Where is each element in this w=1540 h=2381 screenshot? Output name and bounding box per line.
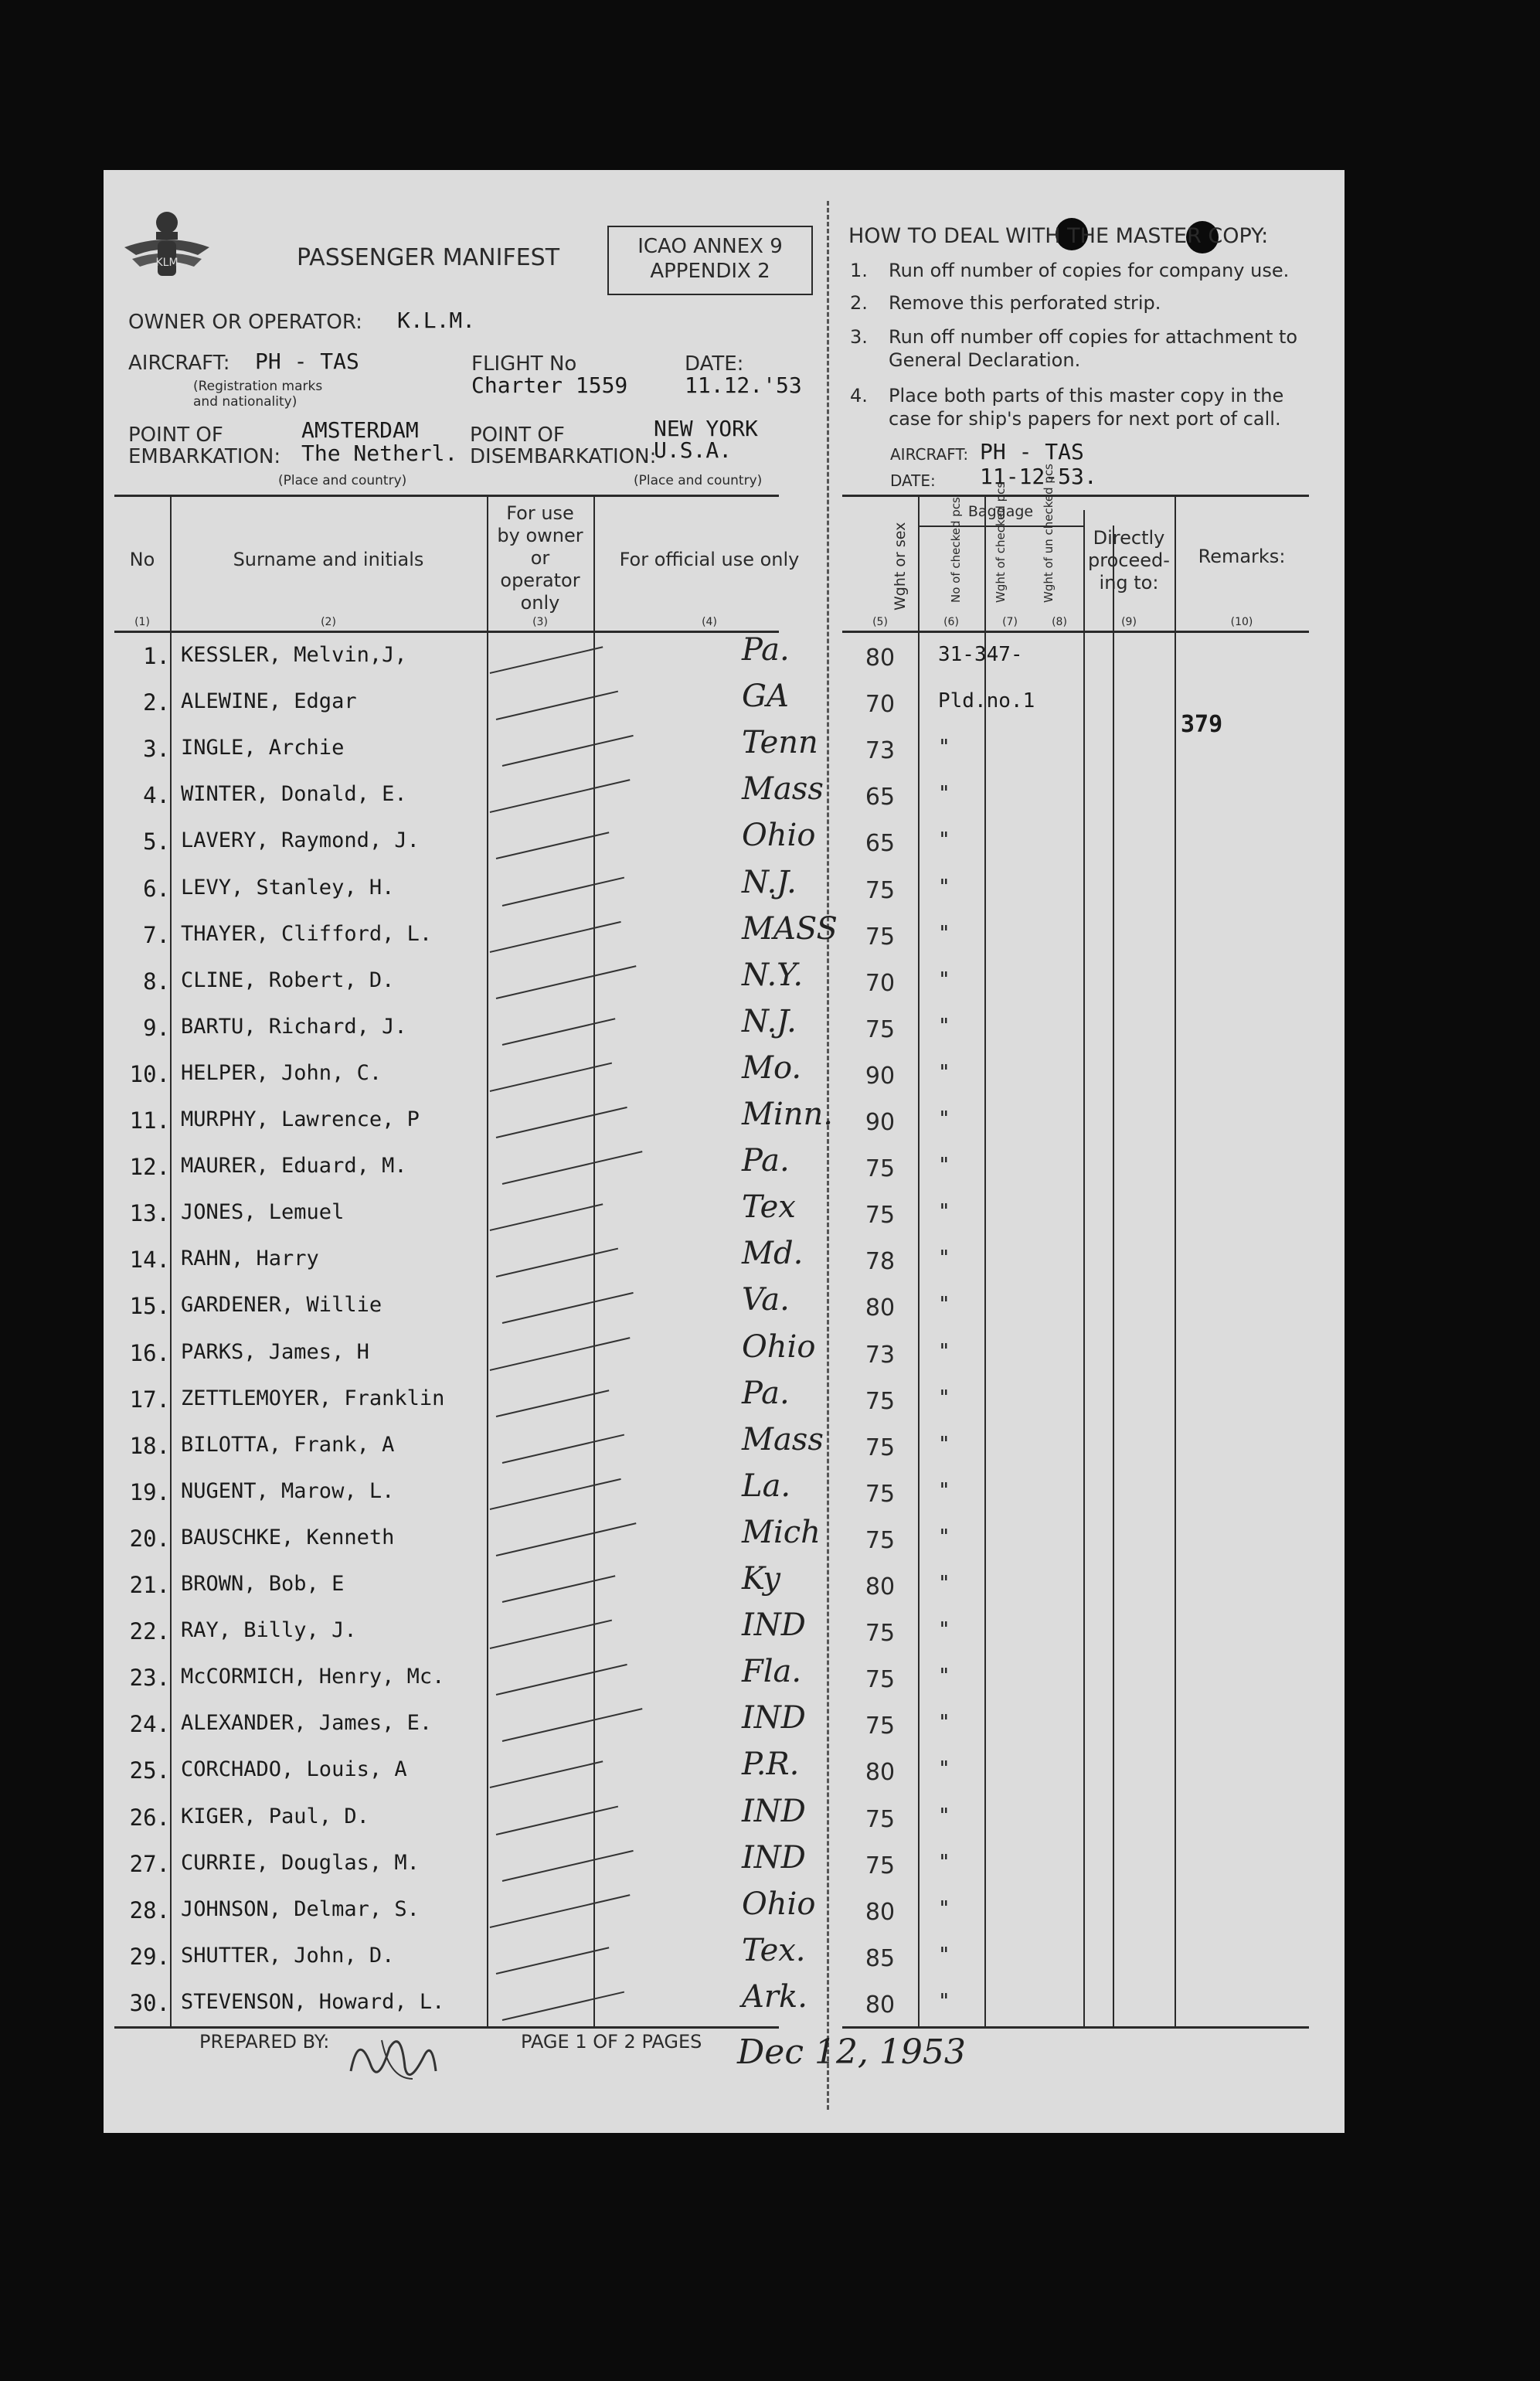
col-index: (2) bbox=[321, 616, 336, 628]
passenger-number: 2. bbox=[143, 689, 170, 716]
check-slash-mark bbox=[502, 1992, 624, 2021]
embark-country: The Netherl. bbox=[301, 440, 458, 466]
passenger-state: Ohio bbox=[742, 1886, 816, 1922]
check-slash-mark bbox=[490, 779, 631, 813]
passenger-name: ZETTLEMOYER, Franklin bbox=[181, 1386, 445, 1410]
passenger-name: BAUSCHKE, Kenneth bbox=[181, 1526, 395, 1549]
passenger-name: PARKS, James, H bbox=[181, 1340, 369, 1364]
column-divider bbox=[1083, 510, 1085, 2026]
passenger-name: BARTU, Richard, J. bbox=[181, 1015, 407, 1039]
instruction-text: Run off number off copies for attachment to bbox=[889, 326, 1298, 348]
passenger-weight: 70 bbox=[865, 970, 896, 997]
passenger-state: Tenn bbox=[742, 725, 818, 760]
column-divider bbox=[170, 495, 172, 2026]
baggage-entry: " bbox=[938, 1107, 950, 1131]
passenger-state: IND bbox=[742, 1840, 806, 1876]
passenger-number: 6. bbox=[143, 876, 170, 902]
passenger-weight: 90 bbox=[865, 1109, 896, 1136]
passenger-number: 23. bbox=[129, 1665, 170, 1691]
passenger-weight: 80 bbox=[865, 645, 896, 672]
col-direct-header: Directly bbox=[1093, 527, 1165, 549]
check-slash-mark bbox=[496, 1389, 610, 1417]
baggage-entry: " bbox=[938, 1015, 950, 1038]
check-slash-mark bbox=[496, 1248, 618, 1277]
remark-number: 379 bbox=[1181, 711, 1223, 738]
check-slash-mark bbox=[502, 1708, 643, 1742]
col-index: (3) bbox=[532, 616, 548, 628]
passenger-weight: 75 bbox=[865, 1155, 896, 1182]
passenger-weight: 75 bbox=[865, 1806, 896, 1833]
baggage-entry: " bbox=[938, 1757, 950, 1781]
passenger-weight: 75 bbox=[865, 1666, 896, 1693]
table-bottom-rule bbox=[842, 2026, 1309, 2029]
owner-value: K.L.M. bbox=[397, 308, 476, 333]
col-index: (5) bbox=[872, 616, 888, 628]
passenger-weight: 75 bbox=[865, 1620, 896, 1647]
instruction-number: 2. bbox=[850, 292, 868, 314]
instructions-date-value: 11-12-53. bbox=[980, 464, 1097, 489]
passenger-weight: 70 bbox=[865, 691, 896, 718]
owner-label: OWNER OR OPERATOR: bbox=[128, 311, 362, 334]
passenger-weight: 73 bbox=[865, 1342, 896, 1369]
check-slash-mark bbox=[496, 1522, 637, 1556]
check-slash-mark bbox=[502, 1434, 624, 1464]
col-baggage-header: Baggage bbox=[967, 503, 1034, 520]
baggage-entry: " bbox=[938, 1944, 950, 1967]
passenger-weight: 80 bbox=[865, 1294, 896, 1321]
passenger-number: 19. bbox=[129, 1479, 170, 1505]
passenger-name: LEVY, Stanley, H. bbox=[181, 876, 395, 900]
passenger-name: STEVENSON, Howard, L. bbox=[181, 1990, 445, 2014]
passenger-number: 9. bbox=[143, 1015, 170, 1041]
passenger-name: KIGER, Paul, D. bbox=[181, 1804, 369, 1828]
col-direct-header: ing to: bbox=[1099, 572, 1159, 594]
baggage-entry: " bbox=[938, 876, 950, 899]
passenger-number: 8. bbox=[143, 968, 170, 995]
passenger-name: MURPHY, Lawrence, P bbox=[181, 1107, 420, 1131]
baggage-entry: " bbox=[938, 1990, 950, 2013]
instruction-text: case for ship's papers for next port of call. bbox=[889, 408, 1281, 430]
passenger-name: NUGENT, Marow, L. bbox=[181, 1479, 395, 1503]
passenger-weight: 75 bbox=[865, 1388, 896, 1415]
disembark-city: NEW YORK bbox=[654, 416, 758, 441]
col-owner-header: only bbox=[520, 592, 560, 614]
col-owner-header: or bbox=[530, 547, 550, 569]
passenger-state: IND bbox=[742, 1794, 806, 1829]
passenger-state: MASS bbox=[742, 911, 838, 947]
passenger-state: Tex bbox=[742, 1189, 796, 1225]
passenger-weight: 90 bbox=[865, 1063, 896, 1090]
place-note: (Place and country) bbox=[634, 473, 763, 488]
passenger-number: 3. bbox=[143, 736, 170, 762]
instruction-number: 3. bbox=[850, 326, 868, 348]
passenger-state: IND bbox=[742, 1700, 806, 1736]
passenger-state: Pa. bbox=[742, 632, 790, 668]
passenger-weight: 78 bbox=[865, 1248, 896, 1275]
check-slash-mark bbox=[502, 877, 624, 906]
instructions-date-label: DATE: bbox=[890, 471, 936, 490]
passenger-number: 10. bbox=[129, 1061, 170, 1087]
passenger-number: 26. bbox=[129, 1804, 170, 1831]
passenger-state: GA bbox=[742, 679, 789, 714]
col-index: (10) bbox=[1230, 616, 1253, 628]
baggage-entry: " bbox=[938, 1247, 950, 1270]
handwritten-date: Dec 12, 1953 bbox=[737, 2032, 966, 2072]
col-index: (1) bbox=[134, 616, 150, 628]
passenger-name: LAVERY, Raymond, J. bbox=[181, 828, 420, 852]
baggage-entry: " bbox=[938, 922, 950, 945]
passenger-number: 22. bbox=[129, 1618, 170, 1645]
passenger-state: Pa. bbox=[742, 1143, 790, 1179]
check-slash-mark bbox=[496, 965, 637, 999]
passenger-state: Mass bbox=[742, 1422, 824, 1458]
instruction-text: Run off number of copies for company use. bbox=[889, 260, 1290, 281]
passenger-name: SHUTTER, John, D. bbox=[181, 1944, 395, 1968]
passenger-state: Fla. bbox=[742, 1654, 802, 1689]
check-slash-mark bbox=[502, 1292, 634, 1324]
baggage-entry: " bbox=[938, 1293, 950, 1316]
check-slash-mark bbox=[490, 1337, 631, 1371]
passenger-number: 14. bbox=[129, 1247, 170, 1273]
check-slash-mark bbox=[490, 646, 603, 674]
passenger-weight: 80 bbox=[865, 1992, 896, 2019]
passenger-number: 7. bbox=[143, 922, 170, 948]
klm-crown-logo-icon bbox=[121, 201, 213, 286]
passenger-weight: 75 bbox=[865, 1713, 896, 1740]
passenger-state: Pa. bbox=[742, 1376, 790, 1411]
passenger-weight: 80 bbox=[865, 1899, 896, 1926]
passenger-weight: 75 bbox=[865, 1527, 896, 1554]
col-owner-header: by owner bbox=[497, 525, 583, 546]
passenger-state: Mo. bbox=[742, 1050, 802, 1086]
header-bottom-rule bbox=[114, 631, 779, 633]
passenger-number: 15. bbox=[129, 1293, 170, 1319]
passenger-weight: 65 bbox=[865, 784, 896, 811]
passenger-state: N.Y. bbox=[742, 958, 804, 993]
baggage-entry: " bbox=[938, 828, 950, 852]
passenger-name: JONES, Lemuel bbox=[181, 1200, 345, 1224]
date-value: 11.12.'53 bbox=[685, 372, 802, 398]
passenger-state: IND bbox=[742, 1607, 806, 1643]
disembark-label: POINT OF bbox=[470, 423, 565, 447]
check-slash-mark bbox=[496, 1806, 618, 1835]
passenger-number: 25. bbox=[129, 1757, 170, 1784]
svg-text:KLM: KLM bbox=[155, 257, 178, 269]
passenger-number: 21. bbox=[129, 1572, 170, 1598]
col-index: (4) bbox=[702, 616, 717, 628]
place-note: (Place and country) bbox=[278, 473, 407, 488]
passenger-name: GARDENER, Willie bbox=[181, 1293, 382, 1317]
baggage-entry: " bbox=[938, 1572, 950, 1595]
date-label: DATE: bbox=[685, 352, 744, 376]
passenger-weight: 75 bbox=[865, 1016, 896, 1043]
icao-appendix: APPENDIX 2 bbox=[650, 260, 770, 283]
instruction-text: General Declaration. bbox=[889, 349, 1081, 371]
baggage-entry: " bbox=[938, 1386, 950, 1410]
passenger-number: 13. bbox=[129, 1200, 170, 1226]
instruction-text: Remove this perforated strip. bbox=[889, 292, 1161, 314]
signature-initials-icon bbox=[335, 2025, 451, 2094]
baggage-entry: " bbox=[938, 1340, 950, 1363]
baggage-entry: " bbox=[938, 968, 950, 992]
passenger-name: McCORMICH, Henry, Mc. bbox=[181, 1665, 445, 1689]
passenger-number: 1. bbox=[143, 643, 170, 669]
baggage-entry: " bbox=[938, 1804, 950, 1828]
baggage-entry: " bbox=[938, 1200, 950, 1223]
col-direct-header: proceed- bbox=[1088, 549, 1170, 571]
check-slash-mark bbox=[496, 1947, 610, 1975]
instruction-text: Place both parts of this master copy in the bbox=[889, 385, 1284, 406]
passenger-weight: 85 bbox=[865, 1945, 896, 1972]
baggage-entry: 31-347- bbox=[938, 643, 1023, 666]
baggage-entry: " bbox=[938, 1479, 950, 1502]
disembark-country: U.S.A. bbox=[654, 437, 733, 463]
passenger-number: 29. bbox=[129, 1944, 170, 1970]
passenger-number: 12. bbox=[129, 1154, 170, 1180]
baggage-entry: " bbox=[938, 1618, 950, 1641]
passenger-number: 17. bbox=[129, 1386, 170, 1413]
check-slash-mark bbox=[490, 1478, 621, 1510]
passenger-weight: 73 bbox=[865, 737, 896, 764]
passenger-name: KESSLER, Melvin,J, bbox=[181, 643, 407, 667]
passenger-weight: 65 bbox=[865, 830, 896, 857]
table-top-rule bbox=[114, 495, 779, 497]
passenger-state: Minn. bbox=[742, 1097, 833, 1132]
check-slash-mark bbox=[490, 921, 621, 953]
instruction-number: 1. bbox=[850, 260, 868, 281]
instructions-title: HOW TO DEAL WITH THE MASTER COPY: bbox=[848, 224, 1269, 248]
check-slash-mark bbox=[502, 1575, 616, 1603]
passenger-state: Tex. bbox=[742, 1933, 806, 1968]
check-slash-mark bbox=[502, 1850, 634, 1882]
header-bottom-rule bbox=[842, 631, 1309, 633]
passenger-number: 28. bbox=[129, 1897, 170, 1924]
passenger-state: Ohio bbox=[742, 818, 816, 853]
passenger-number: 11. bbox=[129, 1107, 170, 1134]
passenger-state: N.J. bbox=[742, 1004, 797, 1039]
baggage-entry: " bbox=[938, 1061, 950, 1084]
passenger-name: BILOTTA, Frank, A bbox=[181, 1433, 395, 1457]
passenger-number: 30. bbox=[129, 1990, 170, 2016]
instructions-aircraft-value: PH - TAS bbox=[980, 439, 1084, 464]
passenger-state: P.R. bbox=[742, 1747, 800, 1782]
passenger-name: JOHNSON, Delmar, S. bbox=[181, 1897, 420, 1921]
baggage-entry: " bbox=[938, 1154, 950, 1177]
baggage-entry: " bbox=[938, 736, 950, 759]
table-top-rule bbox=[842, 495, 1309, 497]
page-count: PAGE 1 OF 2 PAGES bbox=[521, 2031, 702, 2053]
col-owner-header: operator bbox=[500, 570, 580, 591]
col-index: (9) bbox=[1121, 616, 1137, 628]
check-slash-mark bbox=[496, 832, 610, 859]
embark-label: POINT OF bbox=[128, 423, 223, 447]
passenger-state: Mich bbox=[742, 1515, 821, 1550]
passenger-state: Md. bbox=[742, 1236, 804, 1271]
perforated-strip-line bbox=[827, 201, 829, 2110]
check-slash-mark bbox=[502, 1018, 616, 1046]
col-remarks-header: Remarks: bbox=[1198, 546, 1286, 567]
baggage-entry: " bbox=[938, 1433, 950, 1456]
baggage-entry: " bbox=[938, 1851, 950, 1874]
passenger-name: WINTER, Donald, E. bbox=[181, 782, 407, 806]
passenger-weight: 80 bbox=[865, 1573, 896, 1600]
passenger-name: THAYER, Clifford, L. bbox=[181, 922, 433, 946]
column-divider bbox=[487, 495, 488, 2026]
passenger-name: HELPER, John, C. bbox=[181, 1061, 382, 1085]
flight-label: FLIGHT No bbox=[471, 352, 577, 376]
aircraft-value: PH - TAS bbox=[255, 349, 359, 374]
passenger-state: Ky bbox=[742, 1561, 780, 1597]
passenger-name: ALEWINE, Edgar bbox=[181, 689, 357, 713]
passenger-number: 20. bbox=[129, 1526, 170, 1552]
check-slash-mark bbox=[496, 1664, 627, 1696]
baggage-entry: " bbox=[938, 1526, 950, 1549]
passenger-weight: 75 bbox=[865, 1852, 896, 1879]
col-no-header: No bbox=[129, 549, 155, 570]
passenger-weight: 75 bbox=[865, 1434, 896, 1461]
col-index: (7) bbox=[1002, 616, 1018, 628]
baggage-entry: " bbox=[938, 782, 950, 805]
aircraft-note: (Registration marks bbox=[193, 379, 323, 394]
passenger-name: CORCHADO, Louis, A bbox=[181, 1757, 407, 1781]
passenger-weight: 80 bbox=[865, 1759, 896, 1786]
baggage-entry: " bbox=[938, 1711, 950, 1734]
manifest-sheet bbox=[104, 170, 1345, 2133]
passenger-number: 27. bbox=[129, 1851, 170, 1877]
column-divider bbox=[984, 495, 986, 2026]
passenger-name: MAURER, Eduard, M. bbox=[181, 1154, 407, 1178]
icao-annex: ICAO ANNEX 9 bbox=[637, 235, 783, 258]
passenger-name: INGLE, Archie bbox=[181, 736, 345, 760]
col-weight-header: Wght or sex bbox=[892, 522, 909, 611]
instruction-number: 4. bbox=[850, 385, 868, 406]
aircraft-note: and nationality) bbox=[193, 394, 297, 410]
check-slash-mark bbox=[496, 691, 618, 720]
check-slash-mark bbox=[490, 1203, 603, 1231]
check-slash-mark bbox=[496, 1107, 627, 1138]
passenger-number: 4. bbox=[143, 782, 170, 808]
passenger-state: La. bbox=[742, 1468, 791, 1504]
baggage-entry: " bbox=[938, 1665, 950, 1688]
passenger-state: Mass bbox=[742, 771, 824, 807]
passenger-number: 5. bbox=[143, 828, 170, 855]
check-slash-mark bbox=[502, 735, 634, 767]
form-title: PASSENGER MANIFEST bbox=[297, 244, 560, 271]
col-index: (8) bbox=[1052, 616, 1067, 628]
column-divider bbox=[918, 495, 920, 2026]
col-name-header: Surname and initials bbox=[233, 549, 424, 570]
column-divider bbox=[1113, 526, 1114, 2026]
col-checked-pcs-header: No of checked pcs bbox=[949, 497, 963, 603]
col-official-header: For official use only bbox=[619, 549, 800, 570]
check-slash-mark bbox=[490, 1760, 603, 1788]
passenger-name: RAY, Billy, J. bbox=[181, 1618, 357, 1642]
passenger-number: 16. bbox=[129, 1340, 170, 1366]
passenger-state: Ohio bbox=[742, 1329, 816, 1365]
column-divider bbox=[1175, 495, 1176, 2026]
passenger-state: Ark. bbox=[742, 1979, 807, 2015]
baggage-entry: " bbox=[938, 1897, 950, 1920]
passenger-number: 18. bbox=[129, 1433, 170, 1459]
passenger-name: BROWN, Bob, E bbox=[181, 1572, 345, 1596]
col-unchecked-wt-header: Wght of un checked pcs bbox=[1042, 464, 1056, 603]
passenger-number: 24. bbox=[129, 1711, 170, 1737]
check-slash-mark bbox=[502, 1151, 643, 1185]
col-index: (6) bbox=[943, 616, 959, 628]
check-slash-mark bbox=[490, 1894, 631, 1928]
passenger-state: N.J. bbox=[742, 865, 797, 900]
baggage-entry: Pld.no.1 bbox=[938, 689, 1035, 713]
column-divider bbox=[593, 495, 595, 2026]
disembark-label: DISEMBARKATION: bbox=[470, 445, 657, 468]
passenger-name: CLINE, Robert, D. bbox=[181, 968, 395, 992]
passenger-weight: 75 bbox=[865, 1481, 896, 1508]
flight-value: Charter 1559 bbox=[471, 372, 628, 398]
aircraft-label: AIRCRAFT: bbox=[128, 352, 230, 375]
prepared-by-label: PREPARED BY: bbox=[199, 2031, 330, 2053]
instructions-aircraft-label: AIRCRAFT: bbox=[890, 445, 969, 464]
col-owner-header: For use bbox=[506, 502, 574, 524]
col-checked-wt-header: Wght of checked pcs bbox=[994, 481, 1008, 603]
embark-city: AMSTERDAM bbox=[301, 417, 419, 443]
embark-label: EMBARKATION: bbox=[128, 445, 281, 468]
passenger-name: RAHN, Harry bbox=[181, 1247, 319, 1270]
passenger-name: CURRIE, Douglas, M. bbox=[181, 1851, 420, 1875]
passenger-weight: 75 bbox=[865, 877, 896, 904]
passenger-weight: 75 bbox=[865, 1202, 896, 1229]
passenger-state: Va. bbox=[742, 1282, 790, 1318]
passenger-name: ALEXANDER, James, E. bbox=[181, 1711, 433, 1735]
passenger-weight: 75 bbox=[865, 923, 896, 951]
